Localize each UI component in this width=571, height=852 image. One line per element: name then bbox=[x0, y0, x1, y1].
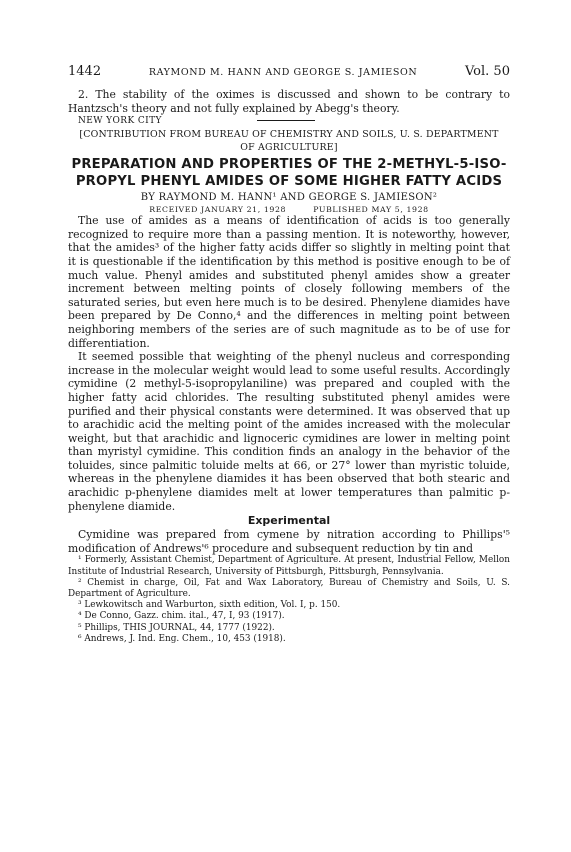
footnote-2: ² Chemist in charge, Oil, Fat and Wax Laboratory, Bureau of Chemistry and Soils, U. S. Department of Agriculture. bbox=[68, 577, 510, 600]
footnote-3: ³ Lewkowitsch and Warburton, sixth edition, Vol. I, p. 150. bbox=[78, 600, 341, 611]
article-dates bbox=[68, 205, 510, 214]
published-date: PUBLISHED MAY 5, 1928 bbox=[313, 205, 429, 215]
article-title: PREPARATION AND PROPERTIES OF THE 2-METHYL-5-ISO-PROPYL PHENYL AMIDES OF SOME HIGHER FATTY ACIDS bbox=[71, 157, 507, 189]
footnote-1: ¹ Formerly, Assistant Chemist, Department of Agriculture. At present, Industrial Fellow, Mellon Institute of Industrial Research, University of Pittsburgh, Pittsburgh, Pennsylvania. bbox=[68, 555, 510, 577]
footnote-4: ⁴ De Conno, Gazz. chim. ital., 47, I, 93 (1917). bbox=[78, 611, 285, 622]
body-paragraph-2: It seemed possible that weighting of the phenyl nucleus and corresponding increase in the molecular weight would lead to some useful results. Accordingly cymidine (2 methyl-5-isopropylaniline) was prepared and coupled with the higher fatty acid chlorides. The resulting substituted phenyl amides were purified and their physical constants were determined. It was observed that up to arachidic acid the melting point of the amides increased with the molecular weight, but that arachidic and lignoceric cymidines are lower in melting point than myristyl cymidine. This condition finds an analogy in the behavior of the toluides, since palmitic toluide melts at 66, or 27° lower than myristic toluide, whereas in the phenylene diamides it has been observed that both stearic and arachidic p-phenylene diamides melt at lower temperatures than palmitic p-phenylene diamide. bbox=[68, 350, 510, 513]
body-paragraph-1: The use of amides as a means of identification of acids is too generally recognized to require more than a passing mention. It is noteworthy, however, that the amides³ of the higher fatty acids differ so slightly in melting point that it is questionable if the identification by this method is positive enough to be of much value. Phenyl amides and substituted phenyl amides show a greater increment between melting points of closely following members of the saturated series, but even here much is to be desired. Phenylene diamides have been prepared by De Conno,⁴ and the differences in melting point between neighboring members of the series are of such magnitude as to be of use for differentiation. bbox=[68, 214, 510, 350]
contribution-line: [CONTRIBUTION FROM BUREAU OF CHEMISTRY AND SOILS, U. S. DEPARTMENT OF AGRICULTURE] bbox=[79, 129, 499, 153]
previous-article-conclusion: 2. The stability of the oximes is discussed and shown to be contrary to Hantzsch's theory and not fully explained by Abegg's theory. bbox=[68, 88, 510, 115]
previous-article-place: NEW YORK CITY bbox=[78, 116, 162, 127]
page-number: 1442 bbox=[68, 64, 102, 79]
section-divider bbox=[257, 120, 315, 121]
footnote-5: ⁵ Phillips, THIS JOURNAL, 44, 1777 (1922). bbox=[78, 622, 275, 633]
running-header bbox=[68, 64, 510, 82]
section-heading-experimental: Experimental bbox=[247, 514, 331, 528]
journal-page bbox=[68, 64, 510, 645]
footnote-6: ⁶ Andrews, J. Ind. Eng. Chem., 10, 453 (1918). bbox=[78, 633, 286, 644]
volume-label: Vol. 50 bbox=[464, 64, 510, 79]
article-byline: BY RAYMOND M. HANN¹ AND GEORGE S. JAMIESON² bbox=[140, 192, 438, 204]
running-authors: RAYMOND M. HANN AND GEORGE S. JAMIESON bbox=[148, 67, 418, 78]
received-date: RECEIVED JANUARY 21, 1928 bbox=[149, 205, 287, 215]
footnotes bbox=[68, 555, 510, 645]
body-paragraph-3: Cymidine was prepared from cymene by nitration according to Phillips'⁵ modification of Andrews'⁶ procedure and subsequent reduction by tin and bbox=[68, 528, 510, 555]
